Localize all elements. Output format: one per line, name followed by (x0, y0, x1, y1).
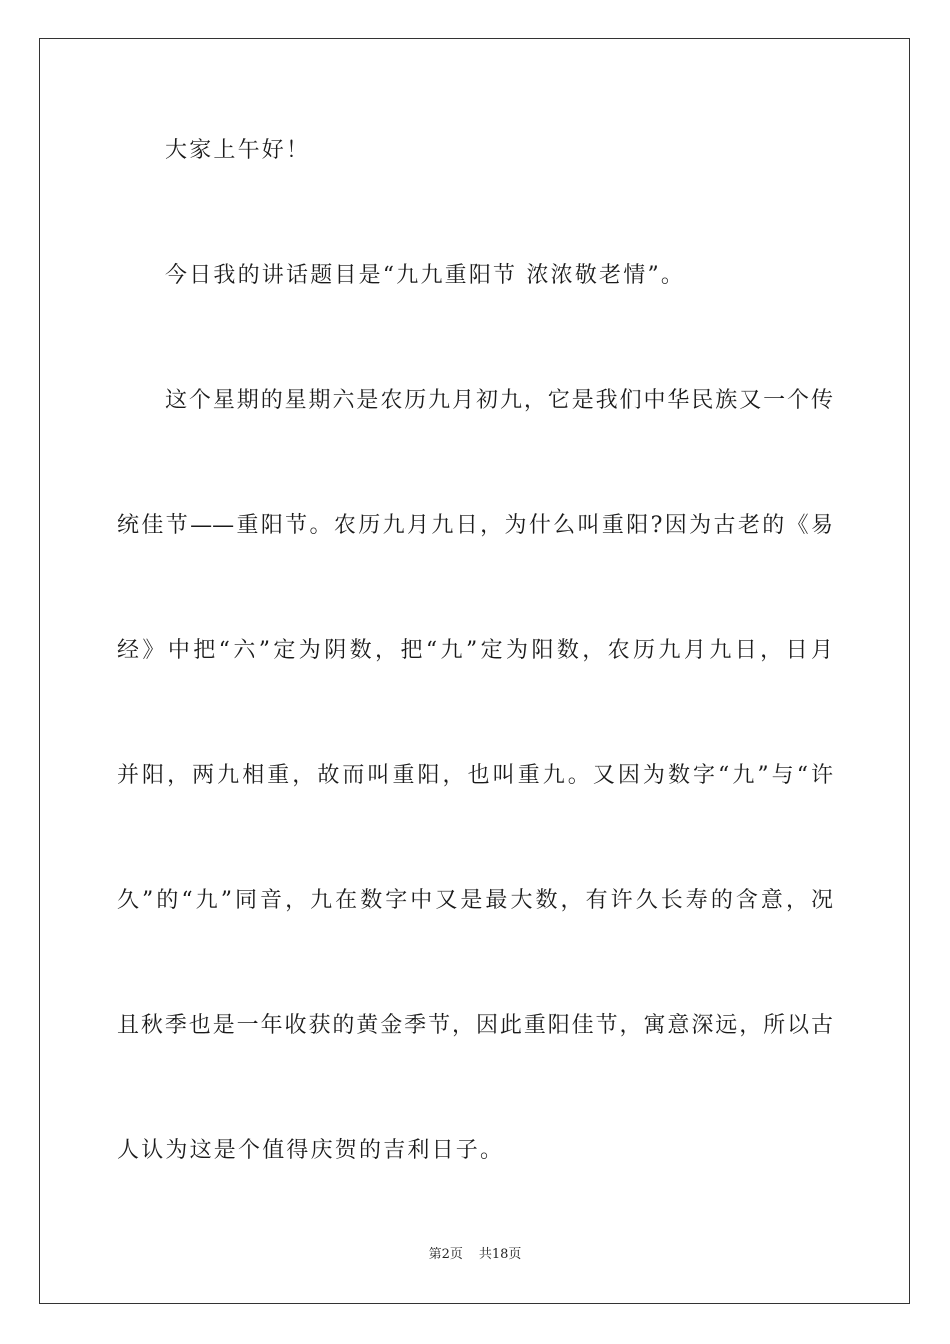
body-line-4: 并阳，两九相重，故而叫重阳，也叫重九。又因为数字“九”与“许 (117, 763, 833, 788)
page-footer (0, 1246, 950, 1264)
greeting-line: 大家上午好！ (165, 138, 311, 163)
body-line-7: 人认为这是个值得庆贺的吉利日子。 (117, 1138, 505, 1163)
page-total: 共18页 (478, 1247, 522, 1262)
body-line-3: 经》中把“六”定为阴数，把“九”定为阳数，农历九月九日，日月 (117, 638, 833, 663)
body-line-6: 且秋季也是一年收获的黄金季节，因此重阳佳节，寓意深远，所以古 (117, 1013, 833, 1038)
body-line-1: 这个星期的星期六是农历九月初九，它是我们中华民族又一个传 (165, 388, 833, 413)
page-border (39, 38, 910, 1304)
topic-line: 今日我的讲话题目是“九九重阳节 浓浓敬老情”。 (165, 263, 686, 288)
body-line-2: 统佳节——重阳节。农历九月九日，为什么叫重阳?因为古老的《易 (117, 513, 833, 538)
page-number: 第2页 (428, 1247, 463, 1262)
body-line-5: 久”的“九”同音，九在数字中又是最大数，有许久长寿的含意，况 (117, 888, 833, 913)
